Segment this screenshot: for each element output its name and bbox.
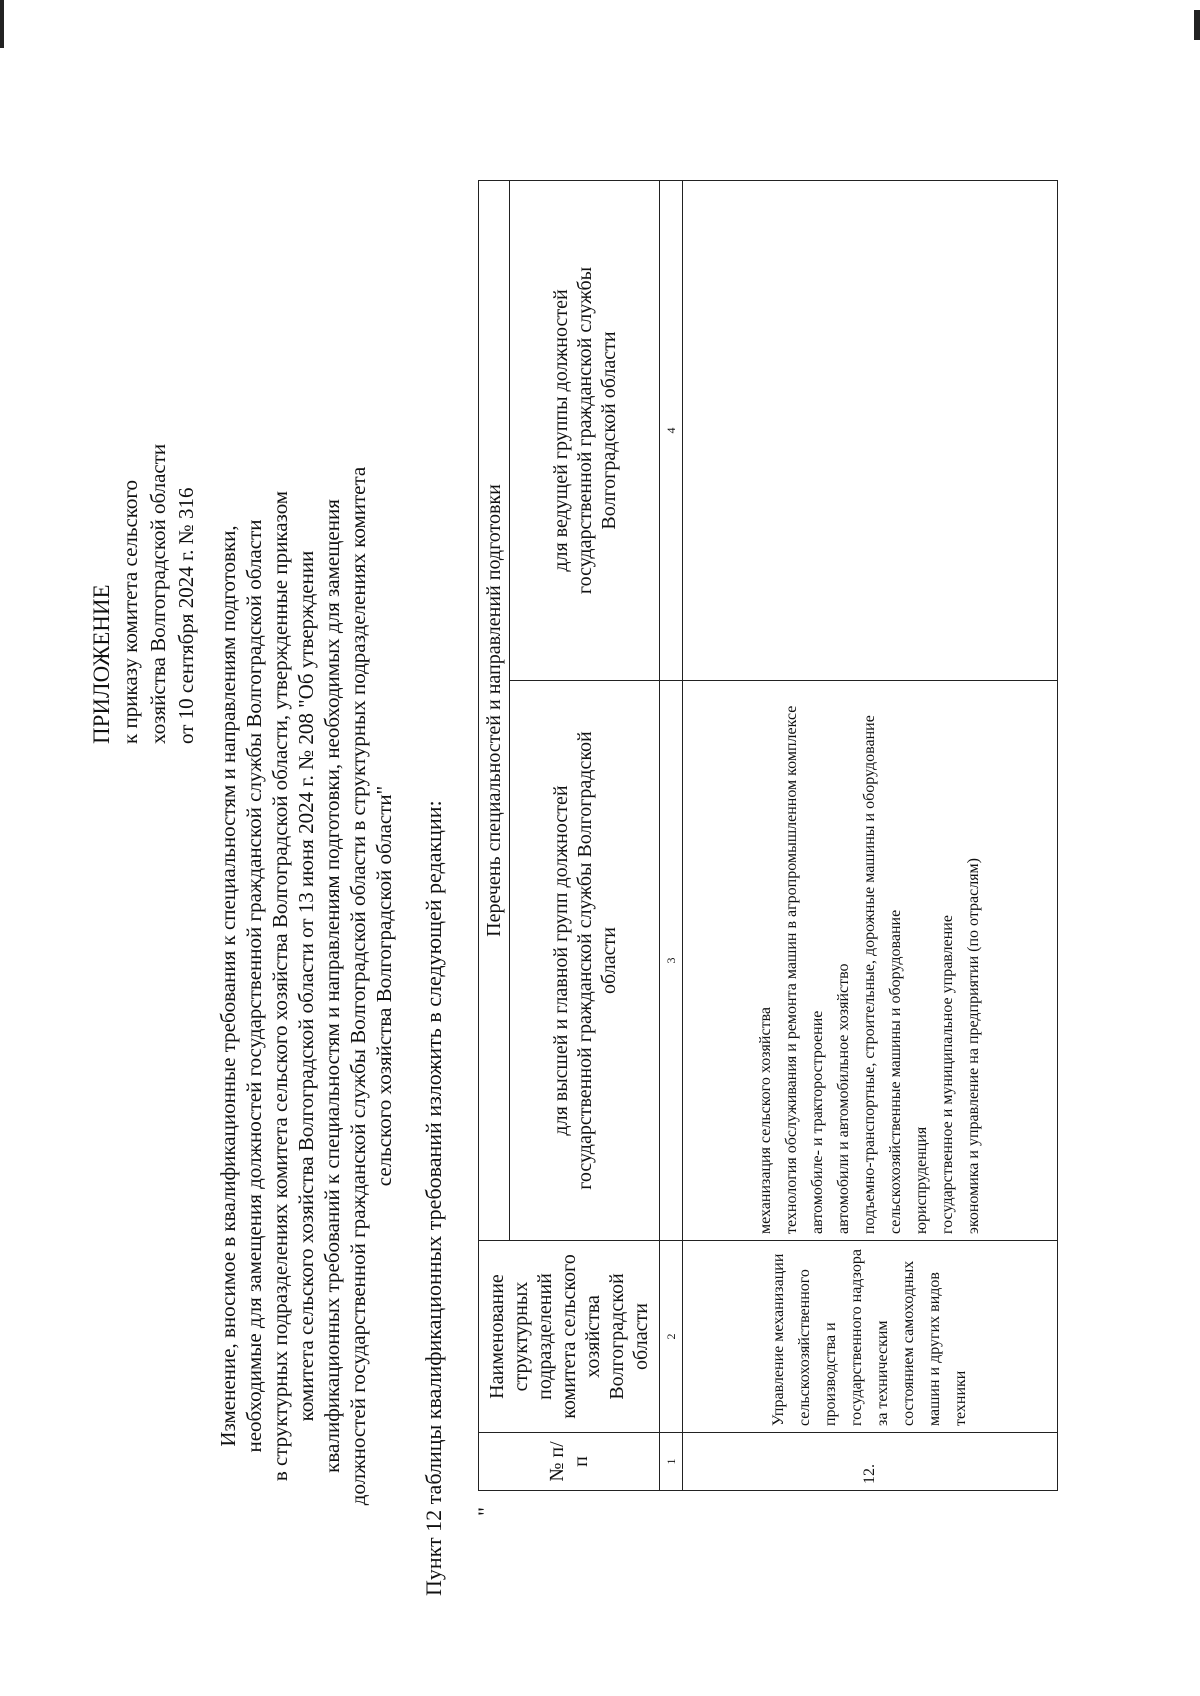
appendix-title: ПРИЛОЖЕНИЕ (89, 584, 114, 744)
title-line: Изменение, вносимое в квалификационные требования к специальностям и направлениям подготовки, (216, 525, 240, 1447)
requirements-table (478, 180, 1058, 1491)
column-number-row (660, 181, 683, 1491)
document-title (215, 336, 397, 1636)
column-number: 2 (660, 1241, 683, 1433)
column-number: 1 (660, 1433, 683, 1491)
row-unit-name: Управление механизации сельскохозяйственного производства и государственного надзора за техническим состоянием самоходных машин и других видов техники (683, 1241, 1058, 1433)
title-line: необходимые для замещения должностей государственной гражданской службы Волгоградской области (242, 519, 266, 1453)
header-unit-name: Наименование структурных подразделений комитета сельского хозяйства Волгоградской области (479, 1241, 660, 1433)
column-number: 4 (660, 181, 683, 681)
appendix-block (88, 184, 200, 744)
header-number: № п/п (479, 1433, 660, 1491)
header-row (479, 181, 510, 1491)
row-specialties-higher (683, 681, 1058, 1241)
specialty-item: экономика и управление на предприятии (по отраслям) (965, 857, 982, 1234)
specialty-item: технология обслуживания и ремонта машин в агропромышленном комплексе (783, 705, 800, 1234)
specialty-item: механизация сельского хозяйства (757, 1006, 774, 1234)
intro-paragraph: Пункт 12 таблицы квалификационных требований изложить в следующей редакции: (421, 800, 446, 1596)
table-row (683, 181, 1058, 1491)
specialty-item: сельскохозяйственные машины и оборудование (887, 909, 904, 1234)
opening-quote-mark: " (473, 1507, 498, 1516)
appendix-line-1: к приказу комитета сельского (118, 479, 142, 744)
specialty-item: автомобиле- и тракторостроение (809, 1010, 826, 1234)
row-specialties-leading (683, 181, 1058, 681)
appendix-line-2: хозяйства Волгоградской области (146, 443, 170, 744)
specialty-item: юриспруденция (913, 1126, 930, 1234)
title-line: комитета сельского хозяйства Волгоградской области от 13 июня 2024 г. № 208 "Об утверждении (294, 550, 318, 1422)
appendix-line-3: от 10 сентября 2024 г. № 316 (174, 487, 198, 744)
specialty-item: подъемно-транспортные, строительные, дорожные машины и оборудование (861, 715, 878, 1234)
header-specialties-group: Перечень специальностей и направлений подготовки (479, 181, 510, 1241)
title-line: должностей государственной гражданской службы Волгоградской области в структурных подразделениях комитета (346, 466, 370, 1506)
row-number: 12. (683, 1433, 1058, 1491)
header-leading-group: для ведущей группы должностей государственной гражданской службы Волгоградской области (510, 181, 660, 681)
column-number: 3 (660, 681, 683, 1241)
title-line: квалификационных требований к специальностям и направлениям подготовки, необходимых для замещения (320, 499, 344, 1473)
specialty-item: государственное и муниципальное управление (939, 915, 956, 1234)
title-line: в структурных подразделениях комитета сельского хозяйства Волгоградской области, утвержденные приказом (268, 490, 292, 1482)
title-line: сельского хозяйства Волгоградской области" (372, 785, 396, 1187)
header-higher-group: для высшей и главной групп должностей государственной гражданской службы Волгоградской области (510, 681, 660, 1241)
specialty-item: автомобили и автомобильное хозяйство (835, 963, 852, 1234)
